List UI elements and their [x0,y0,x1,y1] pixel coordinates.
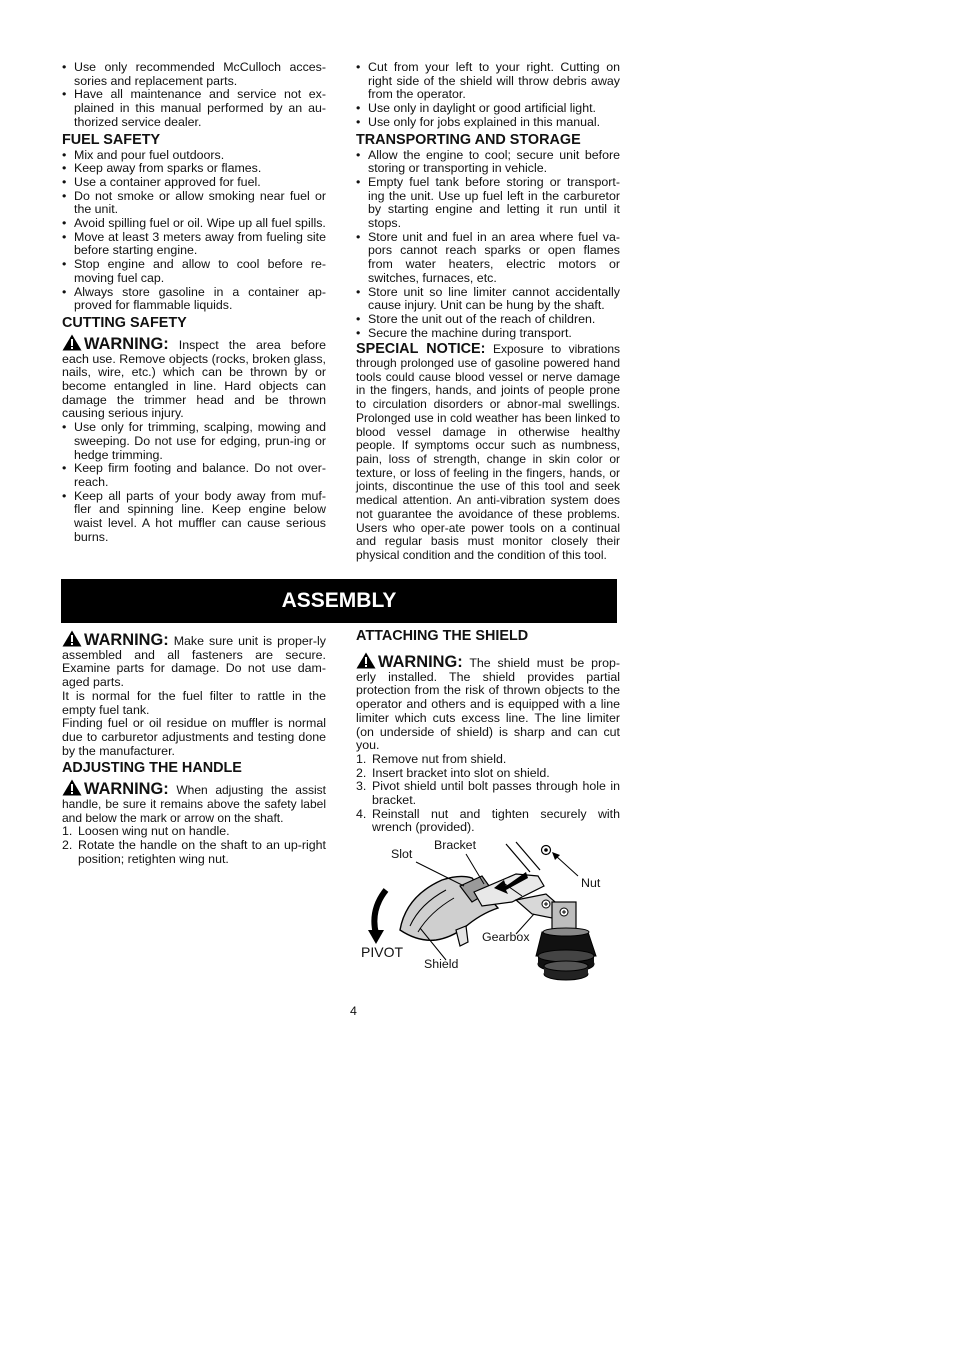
cutting-warning [62,334,326,421]
step-text: Rotate the handle on the shaft to an up-right position; retighten wing nut. [78,838,326,866]
list-item: • Always store gasoline in a container ap-proved for flammable liquids. [62,286,326,313]
warning-icon [62,630,82,647]
step-number: 2. [62,838,73,853]
warning-text: Inspect the area before each use. Remove objects (rocks, broken glass, nails, wire, etc.) which can be thrown by or become entangled in line. Hard objects can damage the trimmer head and be thrown causing serious injury. [62,337,327,421]
step-text: Remove nut from shield. [372,751,507,766]
fuel-safety-heading: FUEL SAFETY [62,131,161,148]
shield-assembly-figure [356,834,620,984]
handle-steps [62,825,326,866]
step-text: Loosen wing nut on handle. [78,824,230,839]
list-item: • Avoid spilling fuel or oil. Wipe up all fuel spills. [62,217,326,231]
list-item [62,825,326,839]
transporting-heading: TRANSPORTING AND STORAGE [356,131,581,148]
list-item: • Use only for jobs explained in this manual. [356,116,620,130]
list-item: • Use a container approved for fuel. [62,176,326,190]
list-item [356,780,620,807]
gearbox-label: Gearbox [482,930,530,944]
list-item [356,753,620,767]
step-text: Insert bracket into slot on shield. [372,765,550,780]
warning-icon [356,652,376,669]
muffler-residue-note: Finding fuel or oil residue on muffler is normal due to carburetor adjustments and testing done by the manufacturer. [62,716,326,758]
warning-label: WARNING: [84,780,169,799]
list-item: • Mix and pour fuel outdoors. [62,149,326,163]
warning-text: The shield must be prop-erly installed. The shield provides partial protection from the risk of thrown objects to the operator and others and is equipped with a line limiter which cuts excess line. The line limiter (on underside of shield) is sharp and can cut you. [356,656,620,753]
transporting-list [356,149,620,341]
list-item: • Store unit and fuel in an area where fuel va-pors cannot reach sparks or open flames from water heaters, electric motors or switches, furnaces, etc. [356,231,620,286]
list-item: • Allow the engine to cool; secure unit before storing or transporting in vehicle. [356,149,620,176]
list-item: • Have all maintenance and service not ex-plained in this manual performed by an au-thorized service dealer. [62,88,326,129]
fuel-filter-note: It is normal for the fuel filter to rattle in the empty fuel tank. [62,688,326,717]
list-item: • Store the unit out of the reach of children. [356,313,620,327]
list-item: • Keep away from sparks or flames. [62,162,326,176]
list-item: • Store unit so line limiter cannot accidentally cause injury. Unit can be hung by the shaft. [356,286,620,313]
warning-text: When adjusting the assist handle, be sure it remains above the safety label and below the mark or arrow on the shaft. [62,783,326,825]
shield-steps [356,753,620,835]
banner-title: ASSEMBLY [281,589,397,612]
cutting-safety-heading: CUTTING SAFETY [62,314,187,331]
cutting-bullet-list [356,61,620,130]
nut-label: Nut [581,876,601,890]
step-number: 3. [356,779,367,794]
shield-warning [356,652,620,753]
assembly-banner [61,579,617,623]
special-notice-label: SPECIAL NOTICE: [356,341,486,358]
step-text: Reinstall nut and tighten securely with wrench (provided). [372,806,620,835]
bottom-left-column [62,630,326,867]
handle-warning [62,779,326,825]
warning-text: Make sure unit is proper-ly assembled and all fasteners are secure. Examine parts for damage. Do not use dam-aged parts. [62,634,326,690]
fuel-safety-list [62,149,326,313]
warning-label: WARNING: [84,631,169,649]
shield-label: Shield [424,957,459,971]
intro-bullet-list [62,61,326,130]
list-item: • Secure the machine during transport. [356,327,620,341]
warning-icon [62,334,82,351]
step-number: 2. [356,765,367,780]
top-left-column [62,61,326,545]
cutting-safety-list [62,421,326,544]
attaching-shield-heading: ATTACHING THE SHIELD [356,628,529,644]
step-number: 1. [356,751,367,766]
special-notice-text: Exposure to vibrations through prolonged use of gasoline powered hand tools could cause blood vessel or nerve damage in the fingers, hands, and joints of people prone to circulation disorders or abnor-mal swellings. Prolonged use in cold weather has been linked to blood vessel damage in otherwise healthy people. If symptoms occur such as numbness, pain, loss of strength, change in skin color or texture, or loss of feeling in the fingers, hands, or joints, discontinue the use of this tool and seek medical attention. An anti-vibration system does not guarantee the avoidance of these problems. Users who oper-ate power tools on a continual and regular basis must monitor closely their physical condition and the condition of this tool. [356,342,620,562]
list-item [356,808,620,835]
bracket-label: Bracket [434,838,477,852]
special-notice [356,343,620,562]
list-item: • Keep firm footing and balance. Do not over-reach. [62,462,326,489]
warning-icon [62,779,82,796]
list-item: • Use only for trimming, scalping, mowing and sweeping. Do not use for edging, prun-ing or hedge trimming. [62,421,326,462]
list-item: • Cut from your left to your right. Cutting on right side of the shield will throw debris away from the operator. [356,61,620,102]
list-item: • Stop engine and allow to cool before re-moving fuel cap. [62,258,326,285]
pivot-label: PIVOT [361,944,404,960]
adjusting-handle-heading: ADJUSTING THE HANDLE [62,760,242,777]
bottom-right-column [356,626,620,835]
assembly-warning [62,630,326,690]
list-item: • Use only recommended McCulloch acces-sories and replacement parts. [62,61,326,88]
step-text: Pivot shield until bolt passes through hole in bracket. [372,779,620,808]
slot-label: Slot [391,847,413,861]
list-item: • Keep all parts of your body away from muf-fler and spinning line. Keep engine below waist level. A hot muffler can cause serious burns. [62,490,326,545]
warning-label: WARNING: [378,653,463,671]
step-number: 4. [356,806,367,821]
list-item: • Empty fuel tank before storing or transport-ing the unit. Use up fuel left in the carburetor by starting engine and letting it run until it stops. [356,176,620,231]
list-item: • Move at least 3 meters away from fueling site before starting engine. [62,231,326,258]
list-item: • Use only in daylight or good artificial light. [356,102,620,116]
top-right-column [356,61,620,563]
list-item [356,767,620,781]
step-number: 1. [62,824,73,839]
list-item [62,839,326,866]
page-number: 4 [350,1004,357,1018]
list-item: • Do not smoke or allow smoking near fuel or the unit. [62,190,326,217]
warning-label: WARNING: [84,334,169,353]
